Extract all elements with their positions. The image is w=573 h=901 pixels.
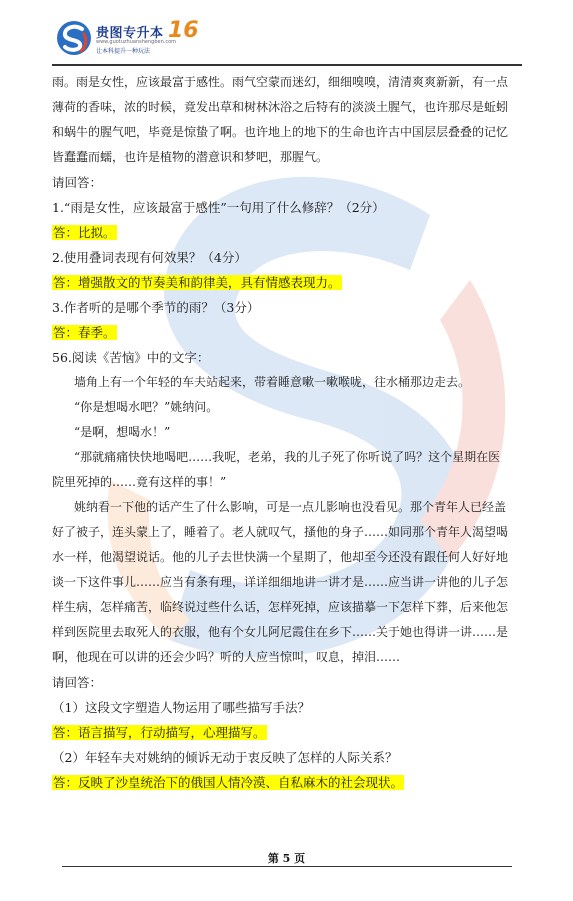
passage2-line: 姚纳看一下他的话产生了什么影响，可是一点儿影响也没看见。那个青年人已经盖 bbox=[74, 500, 507, 514]
answer-2: 答：增强散文的节奏美和韵律美，具有情感表现力。 bbox=[53, 275, 341, 290]
question-1: 1.“雨是女性，应该最富于感性”一句用了什么修辞？（2分） bbox=[52, 200, 385, 215]
logo-badge-icon bbox=[56, 20, 92, 56]
passage2-line: “那就痛痛快快地喝吧……我呢，老弟，我的儿子死了你听说了吗？这个星期在医 bbox=[74, 450, 501, 464]
prompt-label: 请回答： bbox=[52, 175, 103, 190]
passage1-line: 和蜗牛的腥气吧，毕竟是惊蛰了啊。也许地上的地下的生命也许古中国层层叠叠的记忆 bbox=[52, 125, 509, 139]
passage2-line: 样到医院里去取死人的衣服，他有个女儿阿尼霞住在乡下……关于她也得讲一讲……是 bbox=[52, 625, 509, 639]
sub-answer-2: 答：反映了沙皇统治下的俄国人情冷漠、自私麻木的社会现状。 bbox=[53, 775, 404, 790]
passage1-line: 雨。雨是女性，应该最富于感性。雨气空蒙而迷幻，细细嗅嗅，清清爽爽新新，有一点 bbox=[52, 75, 509, 89]
passage2-line: “是啊，想喝水！” bbox=[74, 425, 171, 439]
sub-answer-1: 答：语言描写，行动描写，心理描写。 bbox=[53, 725, 266, 740]
brand-name: 贵图专升本 bbox=[96, 26, 164, 41]
passage2-line: 院里死掉的……竟有这样的事！” bbox=[52, 475, 227, 489]
passage2-line: 墙角上有一个年轻的车夫站起来，带着睡意嗽一嗽喉咙，往水桶那边走去。 bbox=[74, 375, 471, 389]
question-3: 3.作者听的是哪个季节的雨？（3分） bbox=[52, 300, 260, 315]
passage2-line: 啊，他现在可以讲的还会少吗？听的人应当惊叫，叹息，掉泪…… bbox=[52, 650, 401, 664]
passage1-line: 皆蠢蠢而蠕，也许是植物的潜意识和梦吧，那腥气。 bbox=[52, 150, 329, 164]
passage2-line: “你是想喝水吧？”姚纳问。 bbox=[74, 400, 219, 414]
passage2-line: 谈一下这件事儿……应当有条有理，详详细细地讲一讲才是……应当讲一讲他的儿子怎 bbox=[52, 575, 509, 589]
sub-question-2: （2）年轻车夫对姚纳的倾诉无动于衷反映了怎样的人际关系？ bbox=[52, 750, 398, 765]
question-56: 56.阅读《苦恼》中的文字： bbox=[52, 350, 210, 365]
document-body bbox=[52, 70, 522, 795]
passage2-line: 水一样，他渴望说话。他的儿子去世快满一个星期了，他却至今还没有跟任何人好好地 bbox=[52, 550, 509, 564]
prompt-label: 请回答： bbox=[52, 675, 103, 690]
brand-anniversary-number: 16 bbox=[168, 18, 199, 43]
brand-url: www.guotuzhuanshengben.com bbox=[96, 39, 177, 45]
question-2: 2.使用叠词表现有何效果？（4分） bbox=[52, 250, 247, 265]
header-divider bbox=[52, 64, 522, 66]
sub-question-1: （1）这段文字塑造人物运用了哪些描写手法？ bbox=[52, 700, 310, 715]
header-logo bbox=[56, 14, 199, 60]
brand-slogan: 让本科提升一种玩法 bbox=[96, 48, 151, 55]
footer-divider bbox=[62, 866, 512, 867]
passage2-line: 样生病，怎样痛苦，临终说过些什么话，怎样死掉，应该描摹一下怎样下葬，后来他怎 bbox=[52, 600, 509, 614]
page-number: 第 5 页 bbox=[267, 852, 306, 865]
answer-1: 答：比拟。 bbox=[53, 225, 116, 240]
passage1-line: 薄荷的香味，浓的时候，竟发出草和树林沐浴之后特有的淡淡土腥气，也许那尽是蚯蚓 bbox=[52, 100, 509, 114]
passage2-line: 好了被子，连头蒙上了，睡着了。老人就叹气，搔他的身子……如同那个青年人渴望喝 bbox=[52, 525, 509, 539]
answer-3: 答：春季。 bbox=[53, 325, 116, 340]
